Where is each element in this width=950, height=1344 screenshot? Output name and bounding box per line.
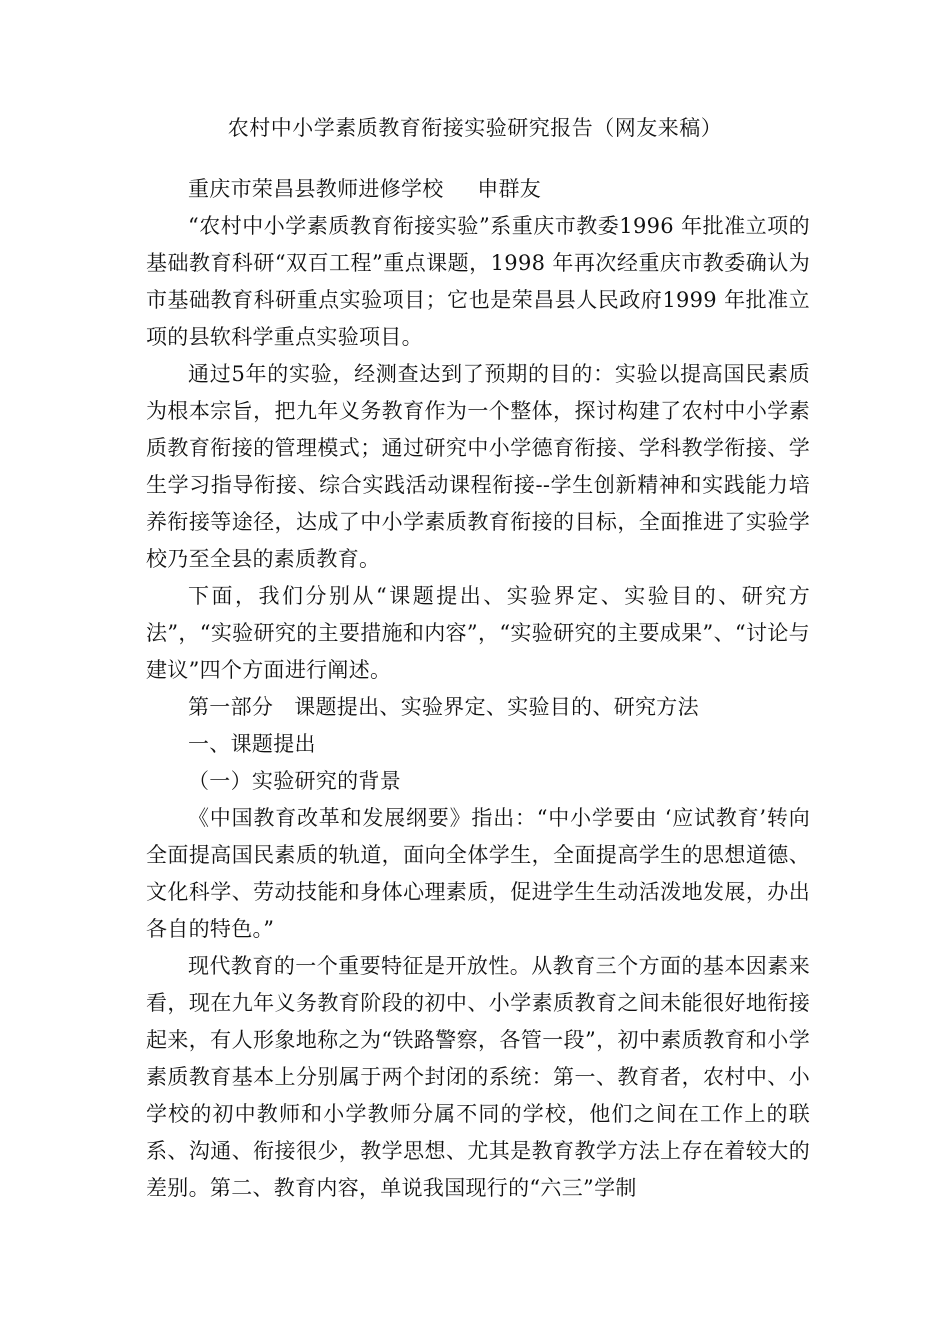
paragraph-results: 通过5年的实验，经测查达到了预期的目的：实验以提高国民素质为根本宗旨，把九年义务教育作为一个整体，探讨构建了农村中小学素质教育衔接的管理模式；通过研究中小学德育衔接、学科教学衔接、学生学习指导衔接、综合实践活动课程衔接--学生创新精神和实践能力培养衔接等途径，达成了中小学素质教育衔接的目标，全面推进了实验学校乃至全县的素质教育。: [146, 362, 810, 571]
author-organization: 重庆市荣昌县教师进修学校: [188, 177, 444, 201]
paragraph-openness: 现代教育的一个重要特征是开放性。从教育三个方面的基本因素来看，现在九年义务教育阶段的初中、小学素质教育之间未能很好地衔接起来，有人形象地称之为“铁路警察，各管一段”，初中素质教育和小学素质教育基本上分别属于两个封闭的系统：第一、教育者，农村中、小学校的初中教师和小学教师分属不同的学校，他们之间在工作上的联系、沟通、衔接很少，教学思想、尤其是教育教学方法上存在着较大的差别。第二、教育内容，单说我国现行的“六三”学制: [146, 954, 810, 1200]
paragraph-outline: 下面，我们分别从“课题提出、实验界定、实验目的、研究方法”，“实验研究的主要措施和内容”，“实验研究的主要成果”、“讨论与建议”四个方面进行阐述。: [146, 584, 810, 682]
author-line: [146, 171, 810, 208]
part-one-title: 课题提出、实验界定、实验目的、研究方法: [294, 695, 699, 719]
document-body: [146, 171, 810, 1207]
subsection-heading: （一）实验研究的背景: [188, 769, 401, 793]
part-one-heading: [146, 689, 810, 726]
part-one-label: 第一部分: [188, 695, 274, 719]
section-heading: 一、课题提出: [188, 732, 316, 756]
paragraph-intro: “农村中小学素质教育衔接实验”系重庆市教委1996 年批准立项的基础教育科研“双百工程”重点课题，1998 年再次经重庆市教委确认为市基础教育科研重点实验项目；它也是荣昌县人民政府1999 年批准立项的县软科学重点实验项目。: [146, 214, 810, 349]
paragraph-quote: 《中国教育改革和发展纲要》指出：“中小学要由 ‘应试教育’转向全面提高国民素质的轨道，面向全体学生，全面提高学生的思想道德、文化科学、劳动技能和身体心理素质，促进学生生动活泼地发展，办出各自的特色。”: [146, 806, 810, 941]
author-name: 申群友: [477, 177, 542, 201]
document-title: 农村中小学素质教育衔接实验研究报告（网友来稿）: [227, 116, 723, 140]
